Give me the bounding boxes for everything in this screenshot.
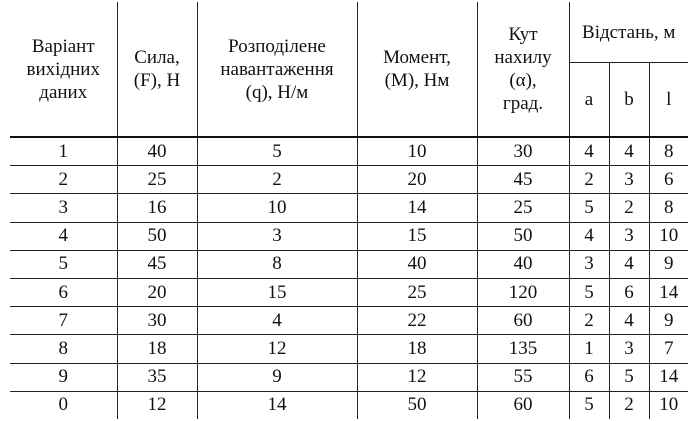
cell-dist-b: 4 — [609, 137, 649, 166]
cell-dist-l: 9 — [649, 307, 688, 335]
cell-moment: 20 — [357, 166, 477, 194]
cell-force: 40 — [117, 137, 197, 166]
cell-dist-l: 7 — [649, 335, 688, 363]
cell-moment: 18 — [357, 335, 477, 363]
cell-dist-b: 2 — [609, 391, 649, 419]
cell-dist-a: 3 — [569, 250, 609, 278]
cell-moment: 25 — [357, 278, 477, 306]
cell-dist-a: 2 — [569, 307, 609, 335]
cell-variant: 8 — [10, 335, 117, 363]
cell-load: 14 — [197, 391, 357, 419]
table-row — [10, 166, 688, 194]
cell-angle: 40 — [477, 250, 569, 278]
cell-force: 45 — [117, 250, 197, 278]
cell-dist-l: 10 — [649, 222, 688, 250]
cell-dist-b: 3 — [609, 335, 649, 363]
cell-load: 5 — [197, 137, 357, 166]
cell-dist-b: 4 — [609, 250, 649, 278]
cell-force: 12 — [117, 391, 197, 419]
cell-dist-l: 6 — [649, 166, 688, 194]
table-row — [10, 335, 688, 363]
cell-dist-a: 6 — [569, 363, 609, 391]
header-moment: Момент, (M), Нм — [357, 2, 477, 137]
cell-moment: 15 — [357, 222, 477, 250]
cell-variant: 7 — [10, 307, 117, 335]
cell-moment: 12 — [357, 363, 477, 391]
cell-load: 10 — [197, 194, 357, 222]
cell-dist-b: 6 — [609, 278, 649, 306]
cell-load: 8 — [197, 250, 357, 278]
cell-load: 15 — [197, 278, 357, 306]
cell-force: 35 — [117, 363, 197, 391]
cell-force: 18 — [117, 335, 197, 363]
cell-load: 12 — [197, 335, 357, 363]
cell-angle: 25 — [477, 194, 569, 222]
cell-dist-a: 1 — [569, 335, 609, 363]
cell-dist-a: 2 — [569, 166, 609, 194]
cell-force: 25 — [117, 166, 197, 194]
cell-variant: 4 — [10, 222, 117, 250]
table-row — [10, 307, 688, 335]
header-force: Сила, (F), Н — [117, 2, 197, 137]
cell-dist-b: 3 — [609, 166, 649, 194]
cell-dist-l: 14 — [649, 278, 688, 306]
header-distance-b: b — [609, 63, 649, 138]
cell-force: 16 — [117, 194, 197, 222]
cell-dist-l: 9 — [649, 250, 688, 278]
table-body — [10, 137, 688, 419]
cell-dist-l: 8 — [649, 194, 688, 222]
cell-variant: 2 — [10, 166, 117, 194]
cell-moment: 50 — [357, 391, 477, 419]
cell-dist-a: 4 — [569, 137, 609, 166]
cell-dist-a: 5 — [569, 391, 609, 419]
cell-load: 4 — [197, 307, 357, 335]
table-row — [10, 137, 688, 166]
header-distance: Відстань, м — [569, 2, 688, 63]
cell-dist-l: 8 — [649, 137, 688, 166]
table-row — [10, 250, 688, 278]
cell-moment: 22 — [357, 307, 477, 335]
cell-moment: 14 — [357, 194, 477, 222]
cell-angle: 120 — [477, 278, 569, 306]
cell-variant: 0 — [10, 391, 117, 419]
cell-dist-a: 5 — [569, 194, 609, 222]
table-row — [10, 391, 688, 419]
cell-force: 20 — [117, 278, 197, 306]
header-variant: Варіант вихідних даних — [10, 2, 117, 137]
cell-variant: 9 — [10, 363, 117, 391]
cell-variant: 3 — [10, 194, 117, 222]
cell-load: 3 — [197, 222, 357, 250]
cell-variant: 6 — [10, 278, 117, 306]
header-angle: Кут нахилу (α), град. — [477, 2, 569, 137]
table-row — [10, 194, 688, 222]
cell-variant: 1 — [10, 137, 117, 166]
cell-angle: 55 — [477, 363, 569, 391]
cell-force: 50 — [117, 222, 197, 250]
cell-dist-a: 4 — [569, 222, 609, 250]
cell-dist-a: 5 — [569, 278, 609, 306]
cell-dist-b: 3 — [609, 222, 649, 250]
cell-dist-l: 14 — [649, 363, 688, 391]
header-distance-l: l — [649, 63, 688, 138]
table-row — [10, 278, 688, 306]
header-distance-a: a — [569, 63, 609, 138]
table-row — [10, 363, 688, 391]
cell-force: 30 — [117, 307, 197, 335]
cell-load: 9 — [197, 363, 357, 391]
table-row — [10, 222, 688, 250]
cell-dist-b: 2 — [609, 194, 649, 222]
cell-angle: 60 — [477, 307, 569, 335]
cell-load: 2 — [197, 166, 357, 194]
cell-angle: 135 — [477, 335, 569, 363]
cell-dist-b: 5 — [609, 363, 649, 391]
cell-variant: 5 — [10, 250, 117, 278]
cell-angle: 45 — [477, 166, 569, 194]
cell-dist-b: 4 — [609, 307, 649, 335]
cell-dist-l: 10 — [649, 391, 688, 419]
cell-moment: 10 — [357, 137, 477, 166]
cell-moment: 40 — [357, 250, 477, 278]
cell-angle: 50 — [477, 222, 569, 250]
variants-table — [10, 2, 688, 419]
header-distributed-load: Розподілене навантаження (q), Н/м — [197, 2, 357, 137]
cell-angle: 30 — [477, 137, 569, 166]
table-header — [10, 2, 688, 137]
cell-angle: 60 — [477, 391, 569, 419]
